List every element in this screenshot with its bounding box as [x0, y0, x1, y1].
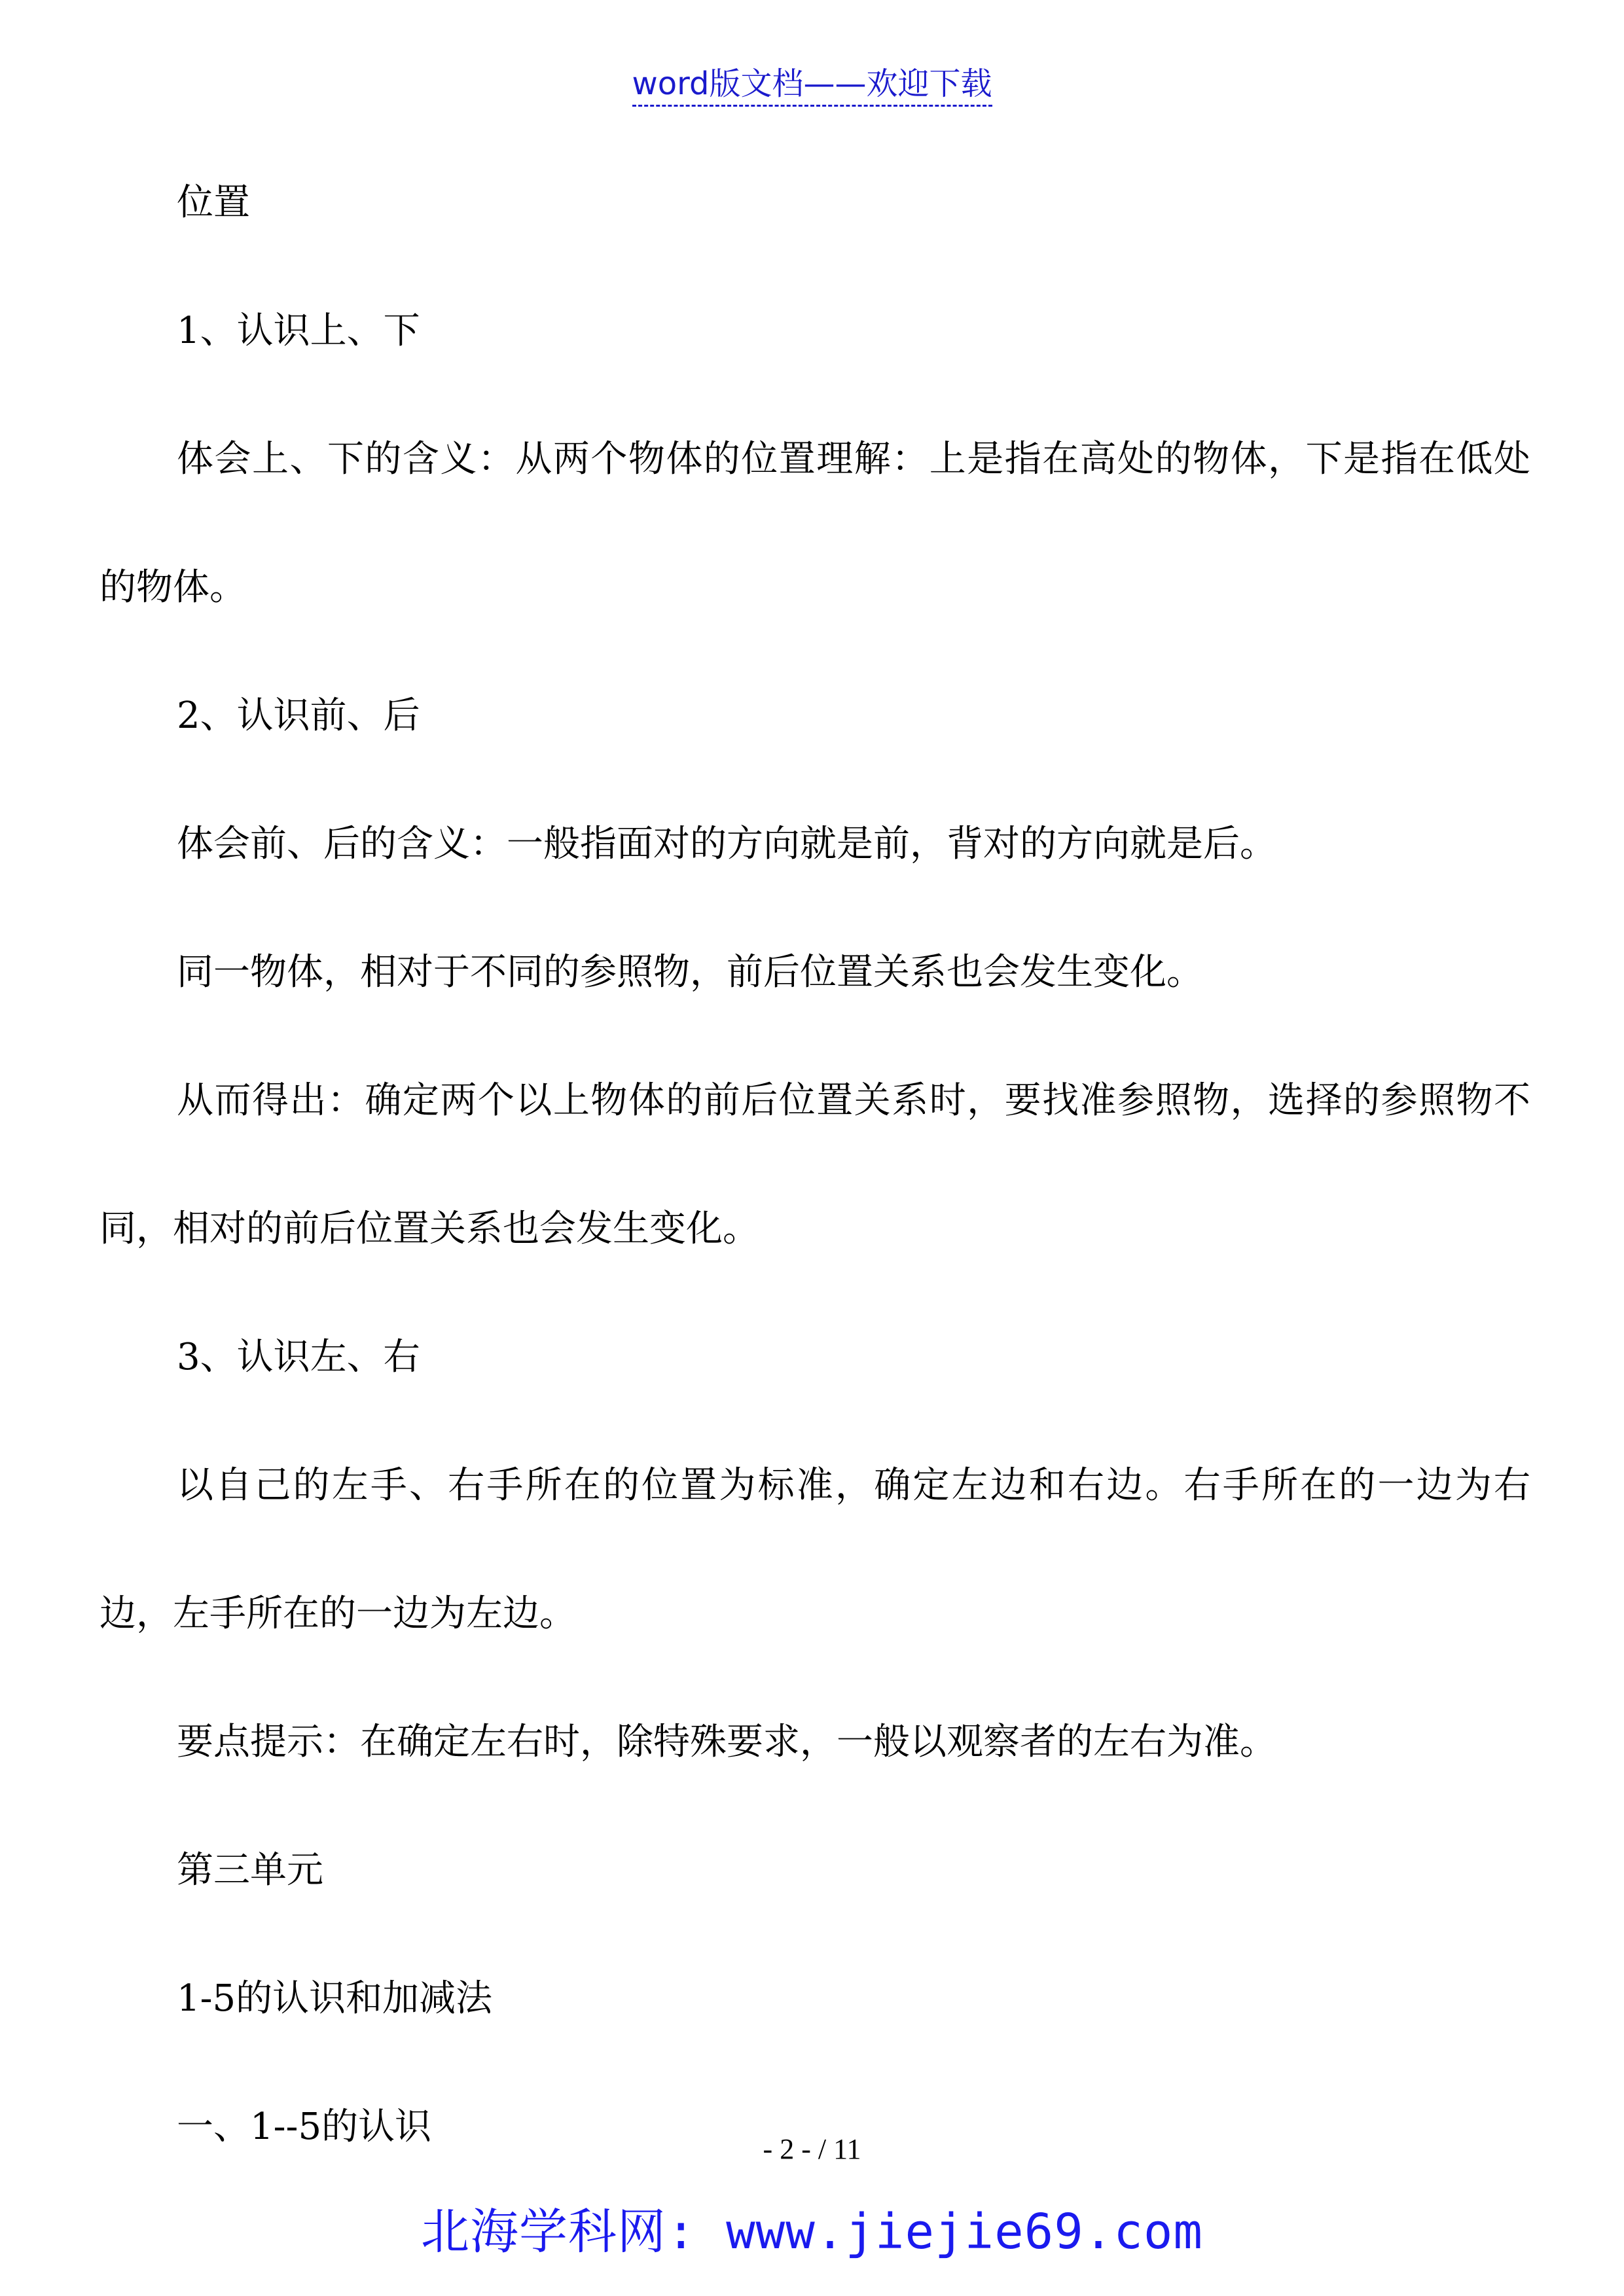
paragraph-numbers-1-5: 1-5的认识和加减法: [177, 1977, 493, 2020]
paragraph-heading-up-down: 1、认识上、下: [177, 310, 420, 352]
paragraph-up-down-meaning: 体会上、下的含义：从两个物体的位置理解：上是指在高处的物体，下是指在低处的物体。: [99, 438, 1530, 609]
paragraph-left-right-meaning: 以自己的左手、右手所在的位置为标准，确定左边和右边。右手所在的一边为右边，左手所在的一边为左边。: [99, 1464, 1530, 1635]
paragraph-conclusion: 从而得出：确定两个以上物体的前后位置关系时，要找准参照物，选择的参照物不同，相对的前后位置关系也会发生变化。: [99, 1079, 1530, 1250]
paragraph-heading-front-back: 2、认识前、后: [177, 694, 420, 737]
paragraph-key-point: 要点提示：在确定左右时，除特殊要求，一般以观察者的左右为准。: [177, 1721, 1276, 1763]
footer-website: 北海学科网: www.jiejie69.com: [421, 2204, 1203, 2260]
paragraph-front-back-meaning: 体会前、后的含义：一般指面对的方向就是前，背对的方向就是后。: [177, 823, 1276, 865]
paragraph-heading-left-right: 3、认识左、右: [177, 1336, 420, 1378]
paragraph-recognize-1-5: 一、1--5的认识: [177, 2106, 432, 2148]
paragraph-title-position: 位置: [177, 181, 250, 224]
paragraph-unit-three: 第三单元: [177, 1849, 323, 1892]
header-download-link[interactable]: word版文档——欢迎下载: [632, 65, 992, 107]
document-body: [99, 139, 1530, 2191]
page-header: [0, 64, 1624, 103]
paragraph-reference-change: 同一物体，相对于不同的参照物，前后位置关系也会发生变化。: [177, 951, 1203, 994]
page-number: - 2 - / 11: [763, 2133, 861, 2165]
